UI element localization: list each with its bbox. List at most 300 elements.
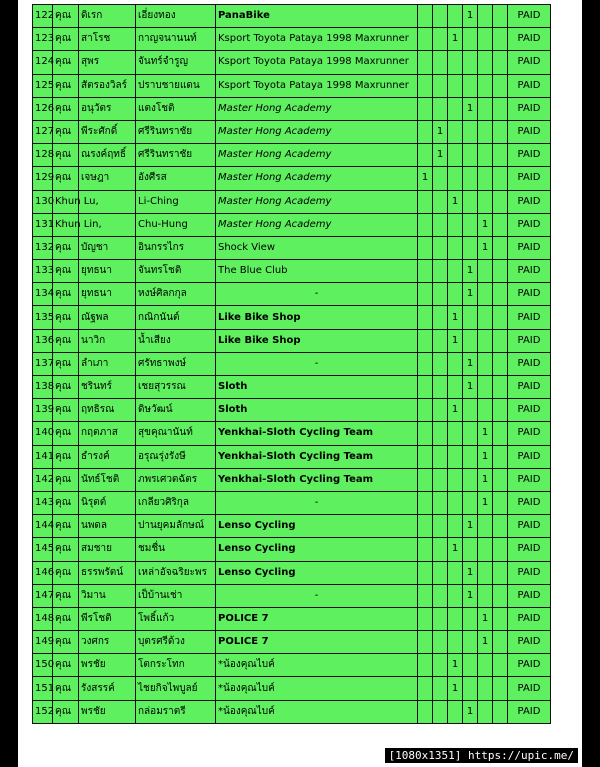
table-row [33, 283, 551, 306]
table-row [33, 167, 551, 190]
team-name: Like Bike Shop [216, 306, 418, 329]
name-title: คุณ [53, 167, 79, 190]
category-cell [463, 654, 478, 677]
team-name: Master Hong Academy [216, 144, 418, 167]
category-cell [448, 631, 463, 654]
category-cell [418, 584, 433, 607]
team-name: Master Hong Academy [216, 190, 418, 213]
category-cell [418, 28, 433, 51]
category-cell [418, 329, 433, 352]
category-cell: 1 [448, 399, 463, 422]
category-cell: 1 [448, 28, 463, 51]
category-cell [433, 677, 448, 700]
category-cell [448, 352, 463, 375]
name-title: คุณ [53, 236, 79, 259]
category-cell [478, 144, 493, 167]
name-title: คุณ [53, 51, 79, 74]
name-title: คุณ [53, 5, 79, 28]
payment-status: PAID [508, 190, 551, 213]
last-name: ศรีรินทราชัย [136, 120, 216, 143]
team-name: Master Hong Academy [216, 213, 418, 236]
team-name: Like Bike Shop [216, 329, 418, 352]
team-name: Ksport Toyota Pataya 1998 Maxrunner [216, 74, 418, 97]
category-cell [433, 306, 448, 329]
last-name: ดิษวัฒน์ [136, 399, 216, 422]
row-number: 128 [33, 144, 53, 167]
first-name: กฤตภาส [79, 422, 136, 445]
category-cell [433, 329, 448, 352]
last-name: แตงโชติ [136, 97, 216, 120]
last-name: โพธิ์แก้ว [136, 607, 216, 630]
category-cell [463, 422, 478, 445]
category-cell: 1 [433, 144, 448, 167]
category-cell [478, 561, 493, 584]
category-cell: 1 [478, 631, 493, 654]
table-row [33, 700, 551, 723]
category-cell [493, 28, 508, 51]
category-cell [493, 607, 508, 630]
category-cell [433, 28, 448, 51]
team-name: Ksport Toyota Pataya 1998 Maxrunner [216, 28, 418, 51]
category-cell [433, 515, 448, 538]
table-row [33, 491, 551, 514]
category-cell [418, 631, 433, 654]
row-number: 151 [33, 677, 53, 700]
category-cell [478, 376, 493, 399]
first-name: นัทธ์โชติ [79, 468, 136, 491]
name-title: คุณ [53, 538, 79, 561]
first-name: ณัฐพล [79, 306, 136, 329]
category-cell [493, 5, 508, 28]
team-name: POLICE 7 [216, 607, 418, 630]
category-cell: 1 [478, 468, 493, 491]
category-cell [493, 120, 508, 143]
last-name: เกลียวศิริกุล [136, 491, 216, 514]
last-name: อังศีรส [136, 167, 216, 190]
category-cell [493, 491, 508, 514]
category-cell [493, 399, 508, 422]
team-name: Yenkhai-Sloth Cycling Team [216, 445, 418, 468]
category-cell [478, 97, 493, 120]
name-title: คุณ [53, 584, 79, 607]
payment-status: PAID [508, 352, 551, 375]
last-name: ปราบชายแดน [136, 74, 216, 97]
payment-status: PAID [508, 515, 551, 538]
category-cell [448, 144, 463, 167]
first-name: ดิเรก [79, 5, 136, 28]
team-name: Shock View [216, 236, 418, 259]
team-name: Sloth [216, 376, 418, 399]
payment-status: PAID [508, 329, 551, 352]
team-name: Yenkhai-Sloth Cycling Team [216, 468, 418, 491]
row-number: 139 [33, 399, 53, 422]
table-row [33, 631, 551, 654]
name-title: Khun Lin, [53, 213, 79, 236]
row-number: 145 [33, 538, 53, 561]
category-cell [493, 329, 508, 352]
team-name: *น้องคุณไบค์ [216, 654, 418, 677]
category-cell [418, 538, 433, 561]
first-name: วิมาน [79, 584, 136, 607]
payment-status: PAID [508, 306, 551, 329]
row-number: 122 [33, 5, 53, 28]
table-row [33, 352, 551, 375]
category-cell [463, 329, 478, 352]
team-name: Master Hong Academy [216, 167, 418, 190]
category-cell [463, 167, 478, 190]
team-name: - [216, 352, 418, 375]
name-title: คุณ [53, 120, 79, 143]
category-cell [493, 260, 508, 283]
category-cell [433, 468, 448, 491]
category-cell [418, 74, 433, 97]
category-cell [433, 561, 448, 584]
row-number: 129 [33, 167, 53, 190]
category-cell [433, 445, 448, 468]
last-name: กณิกนันต์ [136, 306, 216, 329]
category-cell [418, 236, 433, 259]
category-cell: 1 [463, 5, 478, 28]
first-name: พีระศักดิ์ [79, 120, 136, 143]
table-row [33, 677, 551, 700]
last-name: ศรีรินทราชัย [136, 144, 216, 167]
name-title: คุณ [53, 329, 79, 352]
first-name: พรชัย [79, 700, 136, 723]
category-cell [478, 190, 493, 213]
row-number: 147 [33, 584, 53, 607]
team-name: - [216, 283, 418, 306]
first-name: สัตรองวิลร์ [79, 74, 136, 97]
registration-table [32, 4, 551, 724]
category-cell [493, 236, 508, 259]
category-cell [448, 561, 463, 584]
name-title: คุณ [53, 97, 79, 120]
category-cell [463, 28, 478, 51]
category-cell [463, 445, 478, 468]
category-cell [418, 190, 433, 213]
category-cell [433, 376, 448, 399]
category-cell [493, 515, 508, 538]
category-cell [448, 260, 463, 283]
category-cell [493, 51, 508, 74]
first-name: นพดล [79, 515, 136, 538]
payment-status: PAID [508, 422, 551, 445]
category-cell [478, 677, 493, 700]
category-cell [433, 700, 448, 723]
table-row [33, 654, 551, 677]
table-row [33, 28, 551, 51]
category-cell [433, 607, 448, 630]
team-name: *น้องคุณไบค์ [216, 700, 418, 723]
category-cell [493, 631, 508, 654]
category-cell [478, 654, 493, 677]
category-cell [418, 677, 433, 700]
first-name: บัญชา [79, 236, 136, 259]
first-name: พรชัย [79, 654, 136, 677]
payment-status: PAID [508, 5, 551, 28]
name-title: Khun Lu, [53, 190, 79, 213]
name-title: คุณ [53, 144, 79, 167]
team-name: - [216, 491, 418, 514]
category-cell [463, 74, 478, 97]
row-number: 133 [33, 260, 53, 283]
category-cell [463, 607, 478, 630]
first-name: รังสรรค์ [79, 677, 136, 700]
payment-status: PAID [508, 28, 551, 51]
first-name: ธำรงค์ [79, 445, 136, 468]
category-cell [418, 700, 433, 723]
category-cell [493, 74, 508, 97]
last-name: สุขคุณานันท์ [136, 422, 216, 445]
team-name: Master Hong Academy [216, 97, 418, 120]
table-row [33, 468, 551, 491]
category-cell [478, 167, 493, 190]
category-cell [433, 399, 448, 422]
category-cell [478, 51, 493, 74]
category-cell [433, 422, 448, 445]
category-cell: 1 [463, 515, 478, 538]
category-cell: 1 [463, 700, 478, 723]
row-number: 150 [33, 654, 53, 677]
category-cell [448, 283, 463, 306]
first-name: สุพร [79, 51, 136, 74]
last-name: Chu-Hung [136, 213, 216, 236]
row-number: 148 [33, 607, 53, 630]
category-cell [433, 190, 448, 213]
category-cell [448, 468, 463, 491]
category-cell [433, 491, 448, 514]
payment-status: PAID [508, 538, 551, 561]
payment-status: PAID [508, 74, 551, 97]
payment-status: PAID [508, 167, 551, 190]
category-cell [418, 306, 433, 329]
category-cell [478, 352, 493, 375]
category-cell [418, 144, 433, 167]
category-cell [418, 607, 433, 630]
category-cell: 1 [463, 283, 478, 306]
category-cell [478, 700, 493, 723]
row-number: 143 [33, 491, 53, 514]
row-number: 134 [33, 283, 53, 306]
category-cell: 1 [478, 491, 493, 514]
first-name: สมชาย [79, 538, 136, 561]
payment-status: PAID [508, 607, 551, 630]
category-cell [478, 329, 493, 352]
payment-status: PAID [508, 677, 551, 700]
team-name: Lenso Cycling [216, 538, 418, 561]
row-number: 136 [33, 329, 53, 352]
last-name: จันทรโชติ [136, 260, 216, 283]
row-number: 140 [33, 422, 53, 445]
name-title: คุณ [53, 422, 79, 445]
category-cell [418, 515, 433, 538]
row-number: 130 [33, 190, 53, 213]
name-title: คุณ [53, 283, 79, 306]
last-name: กล่อมราตรี [136, 700, 216, 723]
payment-status: PAID [508, 584, 551, 607]
category-cell [433, 538, 448, 561]
last-name: ปานยุคมลักษณ์ [136, 515, 216, 538]
category-cell [463, 213, 478, 236]
category-cell [493, 584, 508, 607]
name-title: คุณ [53, 28, 79, 51]
category-cell: 1 [478, 236, 493, 259]
category-cell [448, 120, 463, 143]
category-cell [448, 167, 463, 190]
category-cell [493, 190, 508, 213]
category-cell [493, 213, 508, 236]
table-row [33, 561, 551, 584]
payment-status: PAID [508, 631, 551, 654]
category-cell [463, 631, 478, 654]
payment-status: PAID [508, 700, 551, 723]
row-number: 132 [33, 236, 53, 259]
category-cell [448, 445, 463, 468]
row-number: 125 [33, 74, 53, 97]
name-title: คุณ [53, 352, 79, 375]
category-cell [463, 306, 478, 329]
category-cell: 1 [448, 329, 463, 352]
category-cell: 1 [478, 445, 493, 468]
payment-status: PAID [508, 213, 551, 236]
name-title: คุณ [53, 306, 79, 329]
category-cell [493, 700, 508, 723]
table-row [33, 213, 551, 236]
payment-status: PAID [508, 654, 551, 677]
category-cell [448, 236, 463, 259]
category-cell [418, 5, 433, 28]
category-cell [448, 51, 463, 74]
category-cell [418, 445, 433, 468]
category-cell: 1 [448, 538, 463, 561]
team-name: - [216, 584, 418, 607]
category-cell [463, 538, 478, 561]
category-cell [493, 561, 508, 584]
category-cell: 1 [478, 607, 493, 630]
last-name: Li-Ching [136, 190, 216, 213]
first-name: ธรรพรัตน์ [79, 561, 136, 584]
category-cell [448, 607, 463, 630]
first-name: พีรโชติ [79, 607, 136, 630]
category-cell [433, 584, 448, 607]
category-cell [493, 422, 508, 445]
last-name: อรุณรุ่งรังษี [136, 445, 216, 468]
category-cell [418, 654, 433, 677]
first-name: นิรุตต์ [79, 491, 136, 514]
table-row [33, 190, 551, 213]
category-cell [493, 283, 508, 306]
payment-status: PAID [508, 399, 551, 422]
name-title: คุณ [53, 515, 79, 538]
first-name: ณรงค์ฤทธิ์ [79, 144, 136, 167]
name-title: คุณ [53, 491, 79, 514]
name-title: คุณ [53, 468, 79, 491]
category-cell [433, 236, 448, 259]
table-row [33, 376, 551, 399]
category-cell [448, 515, 463, 538]
category-cell [478, 5, 493, 28]
category-cell: 1 [463, 584, 478, 607]
table-row [33, 306, 551, 329]
payment-status: PAID [508, 120, 551, 143]
category-cell [418, 120, 433, 143]
team-name: Master Hong Academy [216, 120, 418, 143]
first-name: สาโรช [79, 28, 136, 51]
category-cell [478, 74, 493, 97]
category-cell [478, 120, 493, 143]
category-cell [493, 538, 508, 561]
category-cell [418, 422, 433, 445]
row-number: 141 [33, 445, 53, 468]
category-cell [418, 491, 433, 514]
row-number: 123 [33, 28, 53, 51]
row-number: 142 [33, 468, 53, 491]
last-name: ไชยกิจไพบูลย์ [136, 677, 216, 700]
watermark: [1080x1351] https://upic.me/ [385, 748, 578, 763]
team-name: Ksport Toyota Pataya 1998 Maxrunner [216, 51, 418, 74]
category-cell [433, 97, 448, 120]
category-cell [433, 654, 448, 677]
last-name: โตกระโทก [136, 654, 216, 677]
payment-status: PAID [508, 51, 551, 74]
name-title: คุณ [53, 376, 79, 399]
category-cell [433, 167, 448, 190]
category-cell [478, 283, 493, 306]
category-cell [433, 51, 448, 74]
name-title: คุณ [53, 677, 79, 700]
team-name: The Blue Club [216, 260, 418, 283]
last-name: เอี่ยงทอง [136, 5, 216, 28]
row-number: 131 [33, 213, 53, 236]
category-cell [418, 260, 433, 283]
category-cell [448, 491, 463, 514]
category-cell [418, 213, 433, 236]
category-cell [478, 399, 493, 422]
row-number: 146 [33, 561, 53, 584]
category-cell [418, 352, 433, 375]
row-number: 126 [33, 97, 53, 120]
table-body [33, 5, 551, 724]
category-cell: 1 [463, 376, 478, 399]
first-name: วงศกร [79, 631, 136, 654]
category-cell [418, 399, 433, 422]
payment-status: PAID [508, 283, 551, 306]
category-cell [418, 51, 433, 74]
category-cell [478, 260, 493, 283]
category-cell [463, 399, 478, 422]
table-row [33, 584, 551, 607]
last-name: น้ำเสียง [136, 329, 216, 352]
payment-status: PAID [508, 144, 551, 167]
table-row [33, 236, 551, 259]
category-cell [448, 584, 463, 607]
category-cell [478, 584, 493, 607]
category-cell: 1 [463, 561, 478, 584]
category-cell [418, 561, 433, 584]
category-cell: 1 [463, 352, 478, 375]
category-cell: 1 [448, 654, 463, 677]
category-cell [493, 306, 508, 329]
last-name: เหล่าอัจฉริยะพร [136, 561, 216, 584]
last-name: กาญจนานนท์ [136, 28, 216, 51]
team-name: Lenso Cycling [216, 561, 418, 584]
category-cell [478, 538, 493, 561]
name-title: คุณ [53, 399, 79, 422]
last-name: เชยสุวรรณ [136, 376, 216, 399]
category-cell [463, 144, 478, 167]
category-cell: 1 [433, 120, 448, 143]
table-row [33, 120, 551, 143]
